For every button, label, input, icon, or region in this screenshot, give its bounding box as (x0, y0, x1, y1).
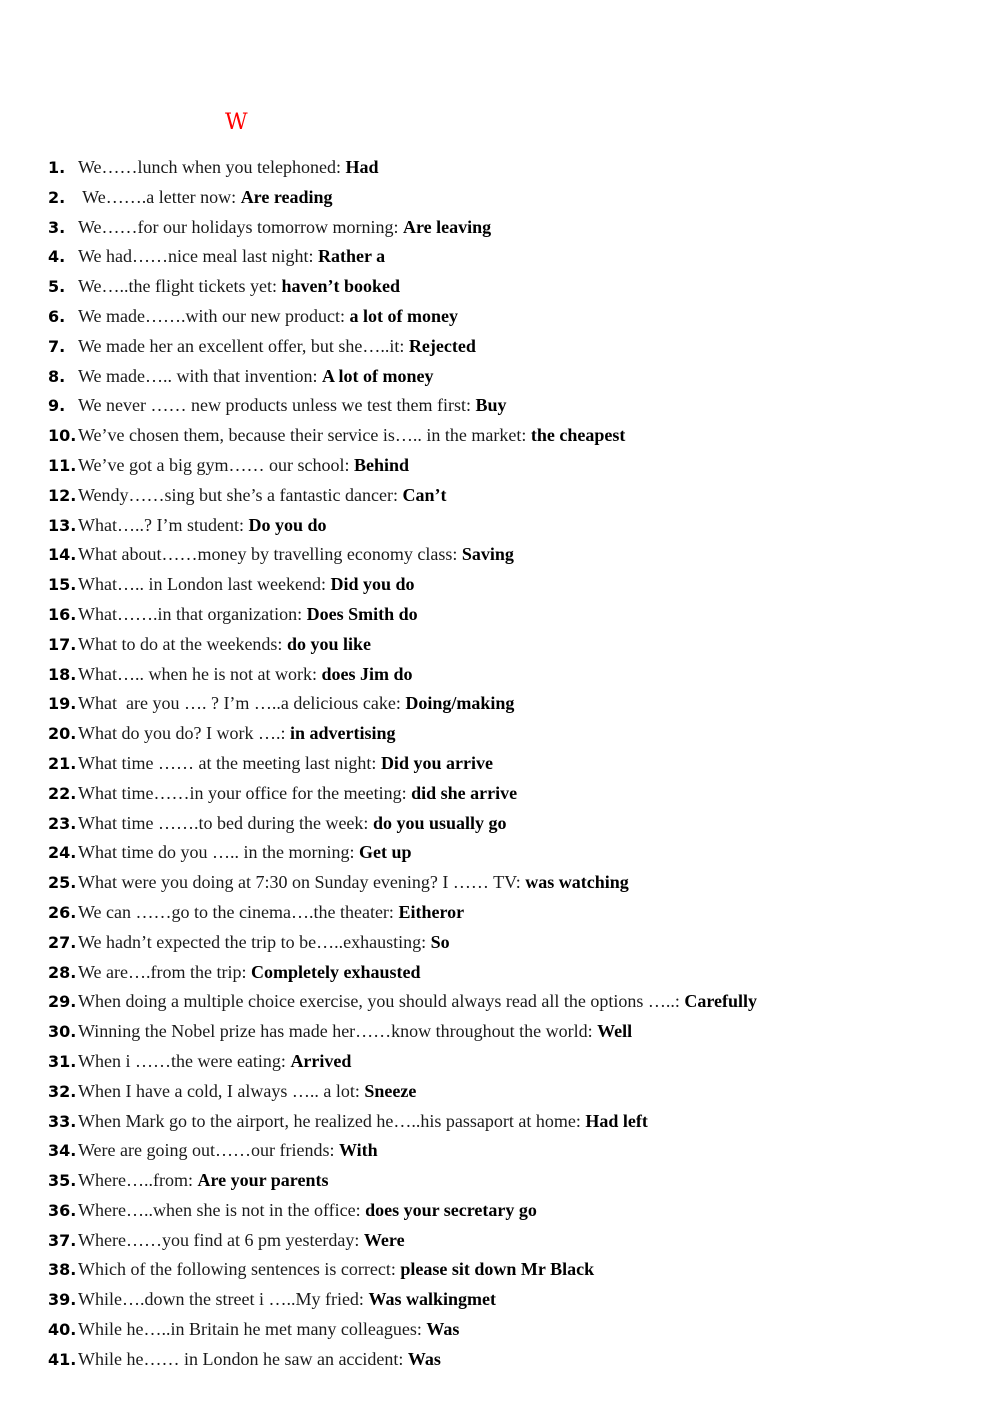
list-item (48, 570, 978, 600)
list-item (48, 868, 978, 898)
item-number: 6. (48, 306, 66, 326)
list-item (48, 987, 978, 1017)
question-text: Wendy……sing but she’s a fantastic dancer: (78, 484, 403, 505)
question-text: We…..the flight tickets yet: (78, 276, 282, 297)
question-text: We made….. with that invention: (78, 365, 323, 386)
item-number: 30. (48, 1022, 77, 1042)
list-item (48, 481, 978, 511)
question-list (48, 153, 978, 1375)
list-item (48, 779, 978, 809)
question-text: We…….a letter now: (78, 186, 241, 207)
question-text: We are….from the trip: (78, 961, 251, 982)
list-item (48, 1285, 978, 1315)
item-number: 5. (48, 277, 66, 297)
answer-text: Can’t (402, 484, 447, 505)
item-number: 7. (48, 336, 66, 356)
question-text: What…….in that organization: (78, 603, 307, 624)
item-number: 39. (48, 1290, 77, 1310)
question-text: When Mark go to the airport, he realized he…..his passaport at home: (78, 1110, 586, 1131)
question-text: What are you …. ? I’m …..a delicious cake: (78, 693, 406, 714)
answer-text: Buy (475, 395, 507, 416)
list-item (48, 630, 978, 660)
answer-text: Eitheror (398, 901, 465, 922)
item-number: 18. (48, 664, 77, 684)
list-item (48, 1166, 978, 1196)
answer-text: do you usually go (372, 812, 507, 833)
item-number: 33. (48, 1111, 77, 1131)
list-item (48, 1196, 978, 1226)
answer-text: in advertising (289, 723, 396, 744)
answer-text: So (430, 931, 450, 952)
question-text: What….. when he is not at work: (78, 663, 322, 684)
question-text: We’ve chosen them, because their service is….. in the market: (78, 425, 531, 446)
item-number: 35. (48, 1171, 77, 1191)
question-text: We’ve got a big gym…… our school: (78, 454, 355, 475)
question-text: What….. in London last weekend: (78, 574, 331, 595)
answer-text: Do you do (248, 514, 327, 535)
answer-text: Does Smith do (306, 603, 418, 624)
question-text: Where…..when she is not in the office: (78, 1199, 366, 1220)
question-text: What were you doing at 7:30 on Sunday evening? I …… TV: (78, 872, 526, 893)
answer-text: Rather a (318, 246, 386, 267)
item-number: 40. (48, 1320, 77, 1340)
answer-text: Carefully (684, 991, 758, 1012)
list-item (48, 540, 978, 570)
answer-text: Get up (358, 842, 412, 863)
item-number: 26. (48, 902, 77, 922)
list-item (48, 332, 978, 362)
item-number: 2. (48, 187, 66, 207)
answer-text: Behind (354, 454, 410, 475)
question-text: When I have a cold, I always ….. a lot: (78, 1080, 365, 1101)
list-item (48, 421, 978, 451)
list-item (48, 838, 978, 868)
answer-text: Well (597, 1021, 633, 1042)
question-text: We never …… new products unless we test them first: (78, 395, 476, 416)
item-number: 31. (48, 1051, 77, 1071)
answer-text: was watching (525, 872, 629, 893)
question-text: We made her an excellent offer, but she…..it: (78, 335, 409, 356)
list-item (48, 302, 978, 332)
list-item (48, 600, 978, 630)
answer-text: Did you do (330, 574, 415, 595)
question-text: What about……money by travelling economy class: (78, 544, 462, 565)
question-text: What time do you ….. in the morning: (78, 842, 359, 863)
question-text: When doing a multiple choice exercise, you should always read all the options …..: (78, 991, 685, 1012)
item-number: 32. (48, 1081, 77, 1101)
list-item (48, 1315, 978, 1345)
question-text: We can ……go to the cinema….the theater: (78, 901, 399, 922)
question-text: What to do at the weekends: (78, 633, 287, 654)
answer-text: Are leaving (403, 216, 492, 237)
list-item (48, 898, 978, 928)
item-number: 27. (48, 932, 77, 952)
answer-text: Was (407, 1348, 441, 1369)
answer-text: Are reading (240, 186, 333, 207)
list-item (48, 1047, 978, 1077)
item-number: 10. (48, 426, 77, 446)
answer-text: does your secretary go (365, 1199, 537, 1220)
answer-text: Sneeze (364, 1080, 417, 1101)
question-text: We……for our holidays tomorrow morning: (78, 216, 404, 237)
answer-text: Had left (585, 1110, 648, 1131)
question-text: We……lunch when you telephoned: (78, 157, 346, 177)
answer-text: Was (426, 1319, 460, 1340)
answer-text: did she arrive (411, 782, 518, 803)
item-number: 24. (48, 843, 77, 863)
answer-text: Saving (461, 544, 514, 565)
list-item (48, 1017, 978, 1047)
answer-text: With (338, 1140, 378, 1161)
question-text: We had……nice meal last night: (78, 246, 318, 267)
question-text: What time……in your office for the meeting: (78, 782, 412, 803)
item-number: 19. (48, 694, 77, 714)
list-item (48, 391, 978, 421)
item-number: 29. (48, 992, 77, 1012)
question-text: When i ……the were eating: (78, 1050, 291, 1071)
list-item (48, 928, 978, 958)
question-text: Winning the Nobel prize has made her……know throughout the world: (78, 1021, 598, 1042)
item-number: 38. (48, 1260, 77, 1280)
answer-text: does Jim do (321, 663, 413, 684)
question-text: What…..? I’m student: (78, 514, 249, 535)
question-text: Were are going out……our friends: (78, 1140, 339, 1161)
list-item (48, 1136, 978, 1166)
item-number: 12. (48, 485, 77, 505)
question-text: Where……you find at 6 pm yesterday: (78, 1229, 364, 1250)
item-number: 20. (48, 724, 77, 744)
answer-text: haven’t booked (281, 276, 401, 297)
item-number: 1. (48, 158, 66, 177)
question-text: While he…..in Britain he met many colleagues: (78, 1319, 427, 1340)
item-number: 11. (48, 455, 77, 475)
list-item (48, 689, 978, 719)
answer-text: Were (363, 1229, 405, 1250)
list-item (48, 1345, 978, 1375)
answer-text: the cheapest (530, 425, 626, 446)
answer-text: Completely exhausted (251, 961, 421, 982)
answer-text: Arrived (290, 1050, 352, 1071)
item-number: 16. (48, 604, 77, 624)
list-item (48, 183, 978, 213)
item-number: 14. (48, 545, 77, 565)
item-number: 37. (48, 1230, 77, 1250)
answer-text: do you like (286, 633, 371, 654)
item-number: 9. (48, 396, 66, 416)
question-text: Where…..from: (78, 1170, 198, 1191)
answer-text: Doing/making (405, 693, 515, 714)
item-number: 15. (48, 575, 77, 595)
list-item (48, 1107, 978, 1137)
list-item (48, 958, 978, 988)
question-text: While….down the street i …..My fried: (78, 1289, 369, 1310)
list-item (48, 362, 978, 392)
list-item (48, 660, 978, 690)
item-number: 21. (48, 753, 77, 773)
question-text: What time …….to bed during the week: (78, 812, 373, 833)
question-text: Which of the following sentences is correct: (78, 1259, 401, 1280)
question-text: What do you do? I work ….: (78, 723, 290, 744)
list-item (48, 809, 978, 839)
list-item (48, 153, 978, 183)
answer-text: Had (345, 157, 379, 177)
question-text: We made…….with our new product: (78, 305, 350, 326)
answer-text: a lot of money (349, 305, 458, 326)
answer-text: A lot of money (322, 365, 434, 386)
list-item (48, 451, 978, 481)
answer-text: Did you arrive (380, 752, 493, 773)
item-number: 25. (48, 873, 77, 893)
list-item (48, 1255, 978, 1285)
list-item (48, 272, 978, 302)
question-text: While he…… in London he saw an accident: (78, 1348, 408, 1369)
list-item (48, 213, 978, 243)
item-number: 8. (48, 366, 66, 386)
answer-text: Are your parents (197, 1170, 329, 1191)
list-item (48, 242, 978, 272)
item-number: 13. (48, 515, 77, 535)
list-item (48, 1077, 978, 1107)
question-text: We hadn’t expected the trip to be…..exhausting: (78, 931, 431, 952)
section-letter: W (225, 110, 248, 135)
item-number: 28. (48, 962, 77, 982)
item-number: 23. (48, 813, 77, 833)
list-item (48, 1226, 978, 1256)
list-item (48, 511, 978, 541)
list-item (48, 749, 978, 779)
question-text: What time …… at the meeting last night: (78, 752, 381, 773)
list-item (48, 719, 978, 749)
answer-text: Rejected (408, 335, 476, 356)
answer-text: please sit down Mr Black (400, 1259, 595, 1280)
item-number: 36. (48, 1200, 77, 1220)
item-number: 22. (48, 783, 77, 803)
answer-text: Was walkingmet (368, 1289, 496, 1310)
item-number: 4. (48, 247, 66, 267)
item-number: 34. (48, 1141, 77, 1161)
item-number: 17. (48, 634, 77, 654)
item-number: 3. (48, 217, 66, 237)
item-number: 41. (48, 1349, 77, 1369)
